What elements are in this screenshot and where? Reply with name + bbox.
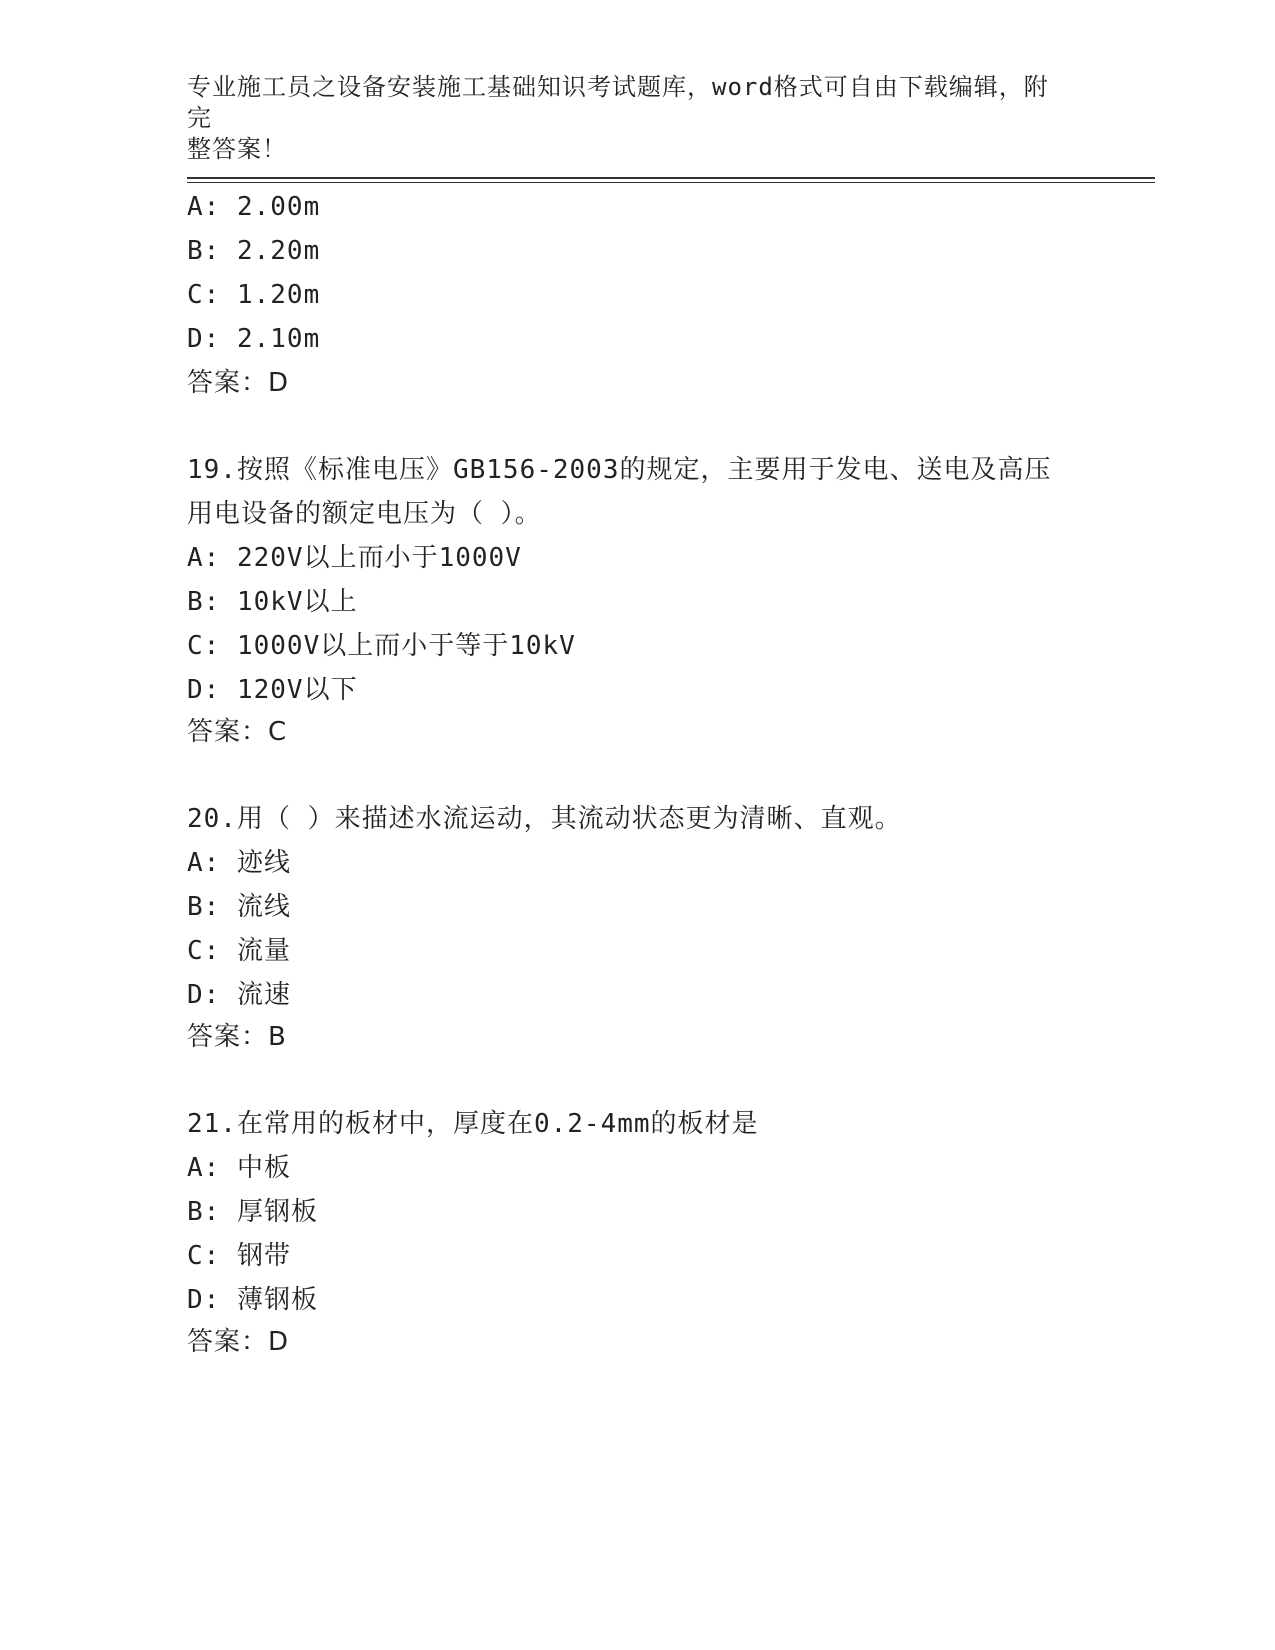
question-20-answer: 答案：B	[187, 1022, 287, 1052]
header-rule-thick	[187, 177, 1155, 179]
question-19-option-b: B: 10kV以上	[187, 587, 358, 617]
option-d: D: 2.10m	[187, 324, 321, 354]
header-rule-thin	[187, 182, 1155, 183]
question-19-option-c: C: 1000V以上而小于等于10kV	[187, 631, 576, 661]
question-21-option-b: B: 厚钢板	[187, 1197, 318, 1227]
question-19-stem-line-1: 19.按照《标准电压》GB156-2003的规定，主要用于发电、送电及高压	[187, 455, 1052, 485]
answer: 答案：D	[187, 368, 290, 398]
document-header	[187, 72, 1067, 165]
header-line-1: 专业施工员之设备安装施工基础知识考试题库，word格式可自由下载编辑，附完	[187, 73, 1049, 132]
question-19-answer: 答案：C	[187, 717, 288, 747]
question-21-answer: 答案：D	[187, 1327, 290, 1357]
question-20-option-a: A: 迹线	[187, 848, 291, 878]
question-19-option-a: A: 220V以上而小于1000V	[187, 543, 522, 573]
question-20-option-d: D: 流速	[187, 980, 291, 1010]
question-20-option-c: C: 流量	[187, 936, 291, 966]
header-line-2: 整答案！	[187, 135, 287, 163]
question-20-stem: 20.用（ ）来描述水流运动，其流动状态更为清晰、直观。	[187, 804, 902, 834]
question-19-stem-line-2: 用电设备的额定电压为（ ）。	[187, 499, 542, 529]
option-b: B: 2.20m	[187, 236, 321, 266]
question-21-option-a: A: 中板	[187, 1153, 291, 1183]
question-19-option-d: D: 120V以下	[187, 675, 358, 705]
option-a: A: 2.00m	[187, 192, 321, 222]
question-21-option-c: C: 钢带	[187, 1241, 291, 1271]
option-c: C: 1.20m	[187, 280, 321, 310]
question-20-option-b: B: 流线	[187, 892, 291, 922]
question-21-option-d: D: 薄钢板	[187, 1285, 318, 1315]
question-21-stem: 21.在常用的板材中，厚度在0.2-4mm的板材是	[187, 1109, 759, 1139]
